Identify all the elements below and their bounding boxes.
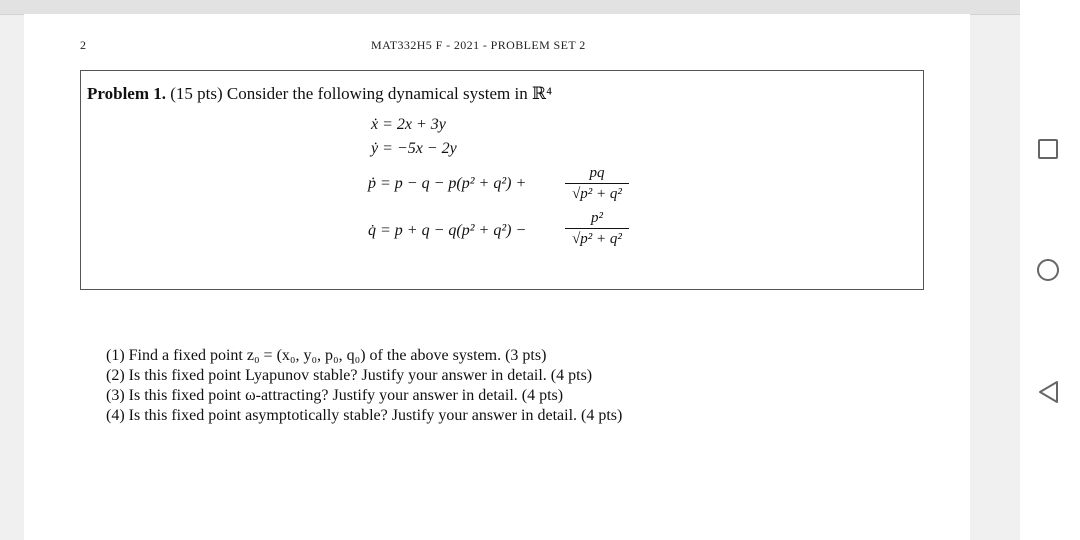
equation-p-lhs: ṗ = p − q − p(p² + q²) +	[368, 175, 527, 192]
equation-x: ẋ = 2x + 3y	[371, 116, 446, 133]
equation-p-denominator: √p² + q²	[572, 186, 622, 202]
problem-box	[80, 70, 924, 290]
square-icon[interactable]	[1038, 139, 1058, 159]
triangle-back-icon[interactable]	[1037, 380, 1061, 404]
top-scroll-bar	[0, 0, 1080, 15]
equation-p-fraction	[565, 165, 629, 203]
question-4: (4) Is this fixed point asymptotically stable? Justify your answer in detail. (4 pts)	[106, 407, 623, 424]
question-3: (3) Is this fixed point ω-attracting? Justify your answer in detail. (4 pts)	[106, 387, 564, 404]
problem-text: (15 pts) Consider the following dynamical system in ℝ⁴	[170, 84, 552, 103]
question-2: (2) Is this fixed point Lyapunov stable? Justify your answer in detail. (4 pts)	[106, 367, 593, 384]
question-1: (1) Find a fixed point z₀ = (x₀, y₀, p₀, q₀) of the above system. (3 pts)	[106, 347, 547, 364]
equation-q-denominator: √p² + q²	[572, 231, 622, 247]
equation-y: ẏ = −5x − 2y	[371, 140, 457, 157]
problem-statement	[87, 84, 552, 104]
running-head: MAT332H5 F - 2021 - PROBLEM SET 2	[371, 38, 586, 52]
equation-q-fraction	[565, 210, 629, 248]
circle-icon[interactable]	[1037, 259, 1059, 281]
equation-q-numerator: p²	[591, 210, 603, 226]
fraction-bar	[565, 183, 629, 184]
page-number: 2	[80, 38, 86, 52]
fraction-bar	[565, 228, 629, 229]
equation-p-numerator: pq	[589, 165, 605, 181]
document-page	[24, 14, 970, 540]
problem-label: Problem 1.	[87, 84, 167, 103]
equation-q-lhs: q̇ = p + q − q(p² + q²) −	[368, 222, 527, 239]
question-list	[106, 346, 622, 426]
